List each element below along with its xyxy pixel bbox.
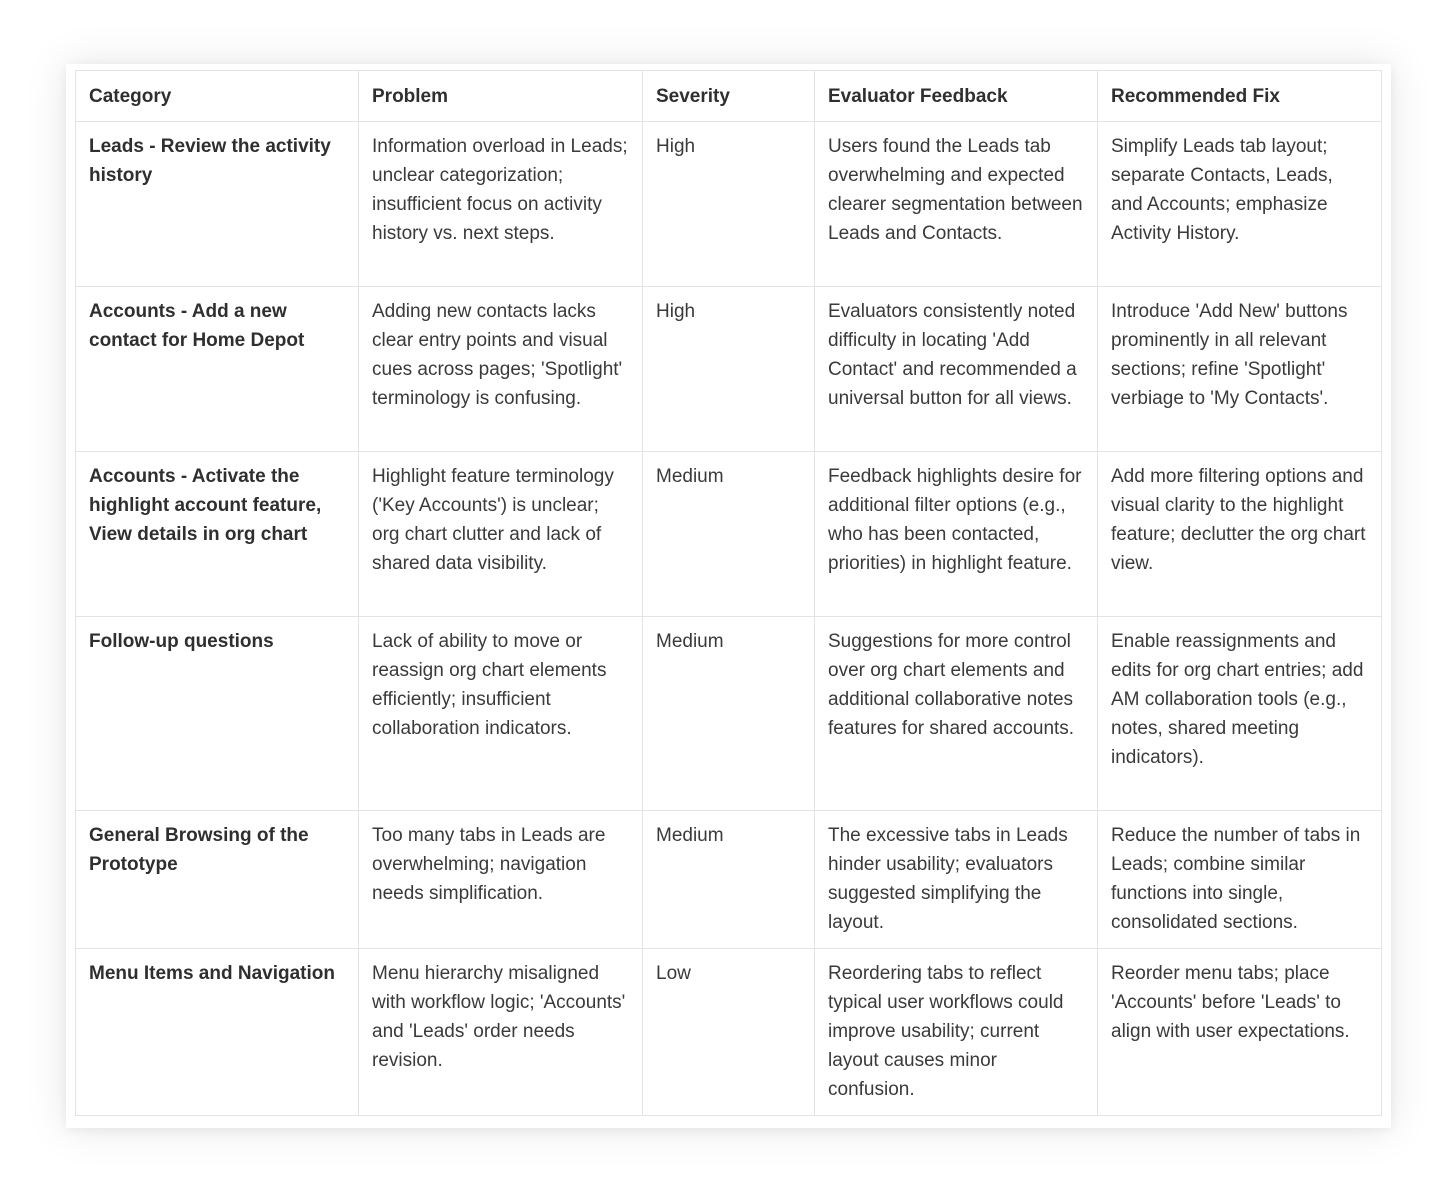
category-cell: General Browsing of the Prototype xyxy=(76,811,359,949)
table-row xyxy=(76,949,1382,1116)
table-row xyxy=(76,452,1382,617)
fix-cell: Enable reassignments and edits for org chart entries; add AM collaboration tools (e.g., notes, shared meeting indicators). xyxy=(1098,617,1382,811)
severity-cell: High xyxy=(643,122,815,287)
category-cell: Accounts - Add a new contact for Home Depot xyxy=(76,287,359,452)
usability-findings-table xyxy=(75,70,1382,1116)
header-category: Category xyxy=(76,71,359,122)
table-header xyxy=(76,71,1382,122)
problem-cell: Menu hierarchy misaligned with workflow logic; 'Accounts' and 'Leads' order needs revision. xyxy=(359,949,643,1116)
category-cell: Menu Items and Navigation xyxy=(76,949,359,1116)
problem-cell: Too many tabs in Leads are overwhelming; navigation needs simplification. xyxy=(359,811,643,949)
table-row xyxy=(76,122,1382,287)
fix-cell: Reorder menu tabs; place 'Accounts' before 'Leads' to align with user expectations. xyxy=(1098,949,1382,1116)
category-cell: Leads - Review the activity history xyxy=(76,122,359,287)
category-cell: Follow-up questions xyxy=(76,617,359,811)
table-row xyxy=(76,811,1382,949)
problem-cell: Lack of ability to move or reassign org chart elements efficiently; insufficient collaboration indicators. xyxy=(359,617,643,811)
severity-cell: Medium xyxy=(643,811,815,949)
feedback-cell: Reordering tabs to reflect typical user workflows could improve usability; current layout causes minor confusion. xyxy=(815,949,1098,1116)
severity-cell: High xyxy=(643,287,815,452)
feedback-cell: Evaluators consistently noted difficulty in locating 'Add Contact' and recommended a universal button for all views. xyxy=(815,287,1098,452)
table-body xyxy=(76,122,1382,1116)
table-row xyxy=(76,617,1382,811)
severity-cell: Medium xyxy=(643,452,815,617)
feedback-cell: Users found the Leads tab overwhelming and expected clearer segmentation between Leads and Contacts. xyxy=(815,122,1098,287)
header-problem: Problem xyxy=(359,71,643,122)
fix-cell: Reduce the number of tabs in Leads; combine similar functions into single, consolidated sections. xyxy=(1098,811,1382,949)
severity-cell: Low xyxy=(643,949,815,1116)
problem-cell: Adding new contacts lacks clear entry points and visual cues across pages; 'Spotlight' terminology is confusing. xyxy=(359,287,643,452)
fix-cell: Simplify Leads tab layout; separate Contacts, Leads, and Accounts; emphasize Activity History. xyxy=(1098,122,1382,287)
severity-cell: Medium xyxy=(643,617,815,811)
problem-cell: Highlight feature terminology ('Key Accounts') is unclear; org chart clutter and lack of shared data visibility. xyxy=(359,452,643,617)
feedback-cell: Feedback highlights desire for additional filter options (e.g., who has been contacted, priorities) in highlight feature. xyxy=(815,452,1098,617)
header-recommended-fix: Recommended Fix xyxy=(1098,71,1382,122)
fix-cell: Introduce 'Add New' buttons prominently in all relevant sections; refine 'Spotlight' verbiage to 'My Contacts'. xyxy=(1098,287,1382,452)
feedback-cell: Suggestions for more control over org chart elements and additional collaborative notes features for shared accounts. xyxy=(815,617,1098,811)
table-row xyxy=(76,287,1382,452)
problem-cell: Information overload in Leads; unclear categorization; insufficient focus on activity history vs. next steps. xyxy=(359,122,643,287)
category-cell: Accounts - Activate the highlight account feature, View details in org chart xyxy=(76,452,359,617)
header-row xyxy=(76,71,1382,122)
feedback-cell: The excessive tabs in Leads hinder usability; evaluators suggested simplifying the layout. xyxy=(815,811,1098,949)
fix-cell: Add more filtering options and visual clarity to the highlight feature; declutter the org chart view. xyxy=(1098,452,1382,617)
header-evaluator-feedback: Evaluator Feedback xyxy=(815,71,1098,122)
table-card xyxy=(66,64,1391,1128)
header-severity: Severity xyxy=(643,71,815,122)
